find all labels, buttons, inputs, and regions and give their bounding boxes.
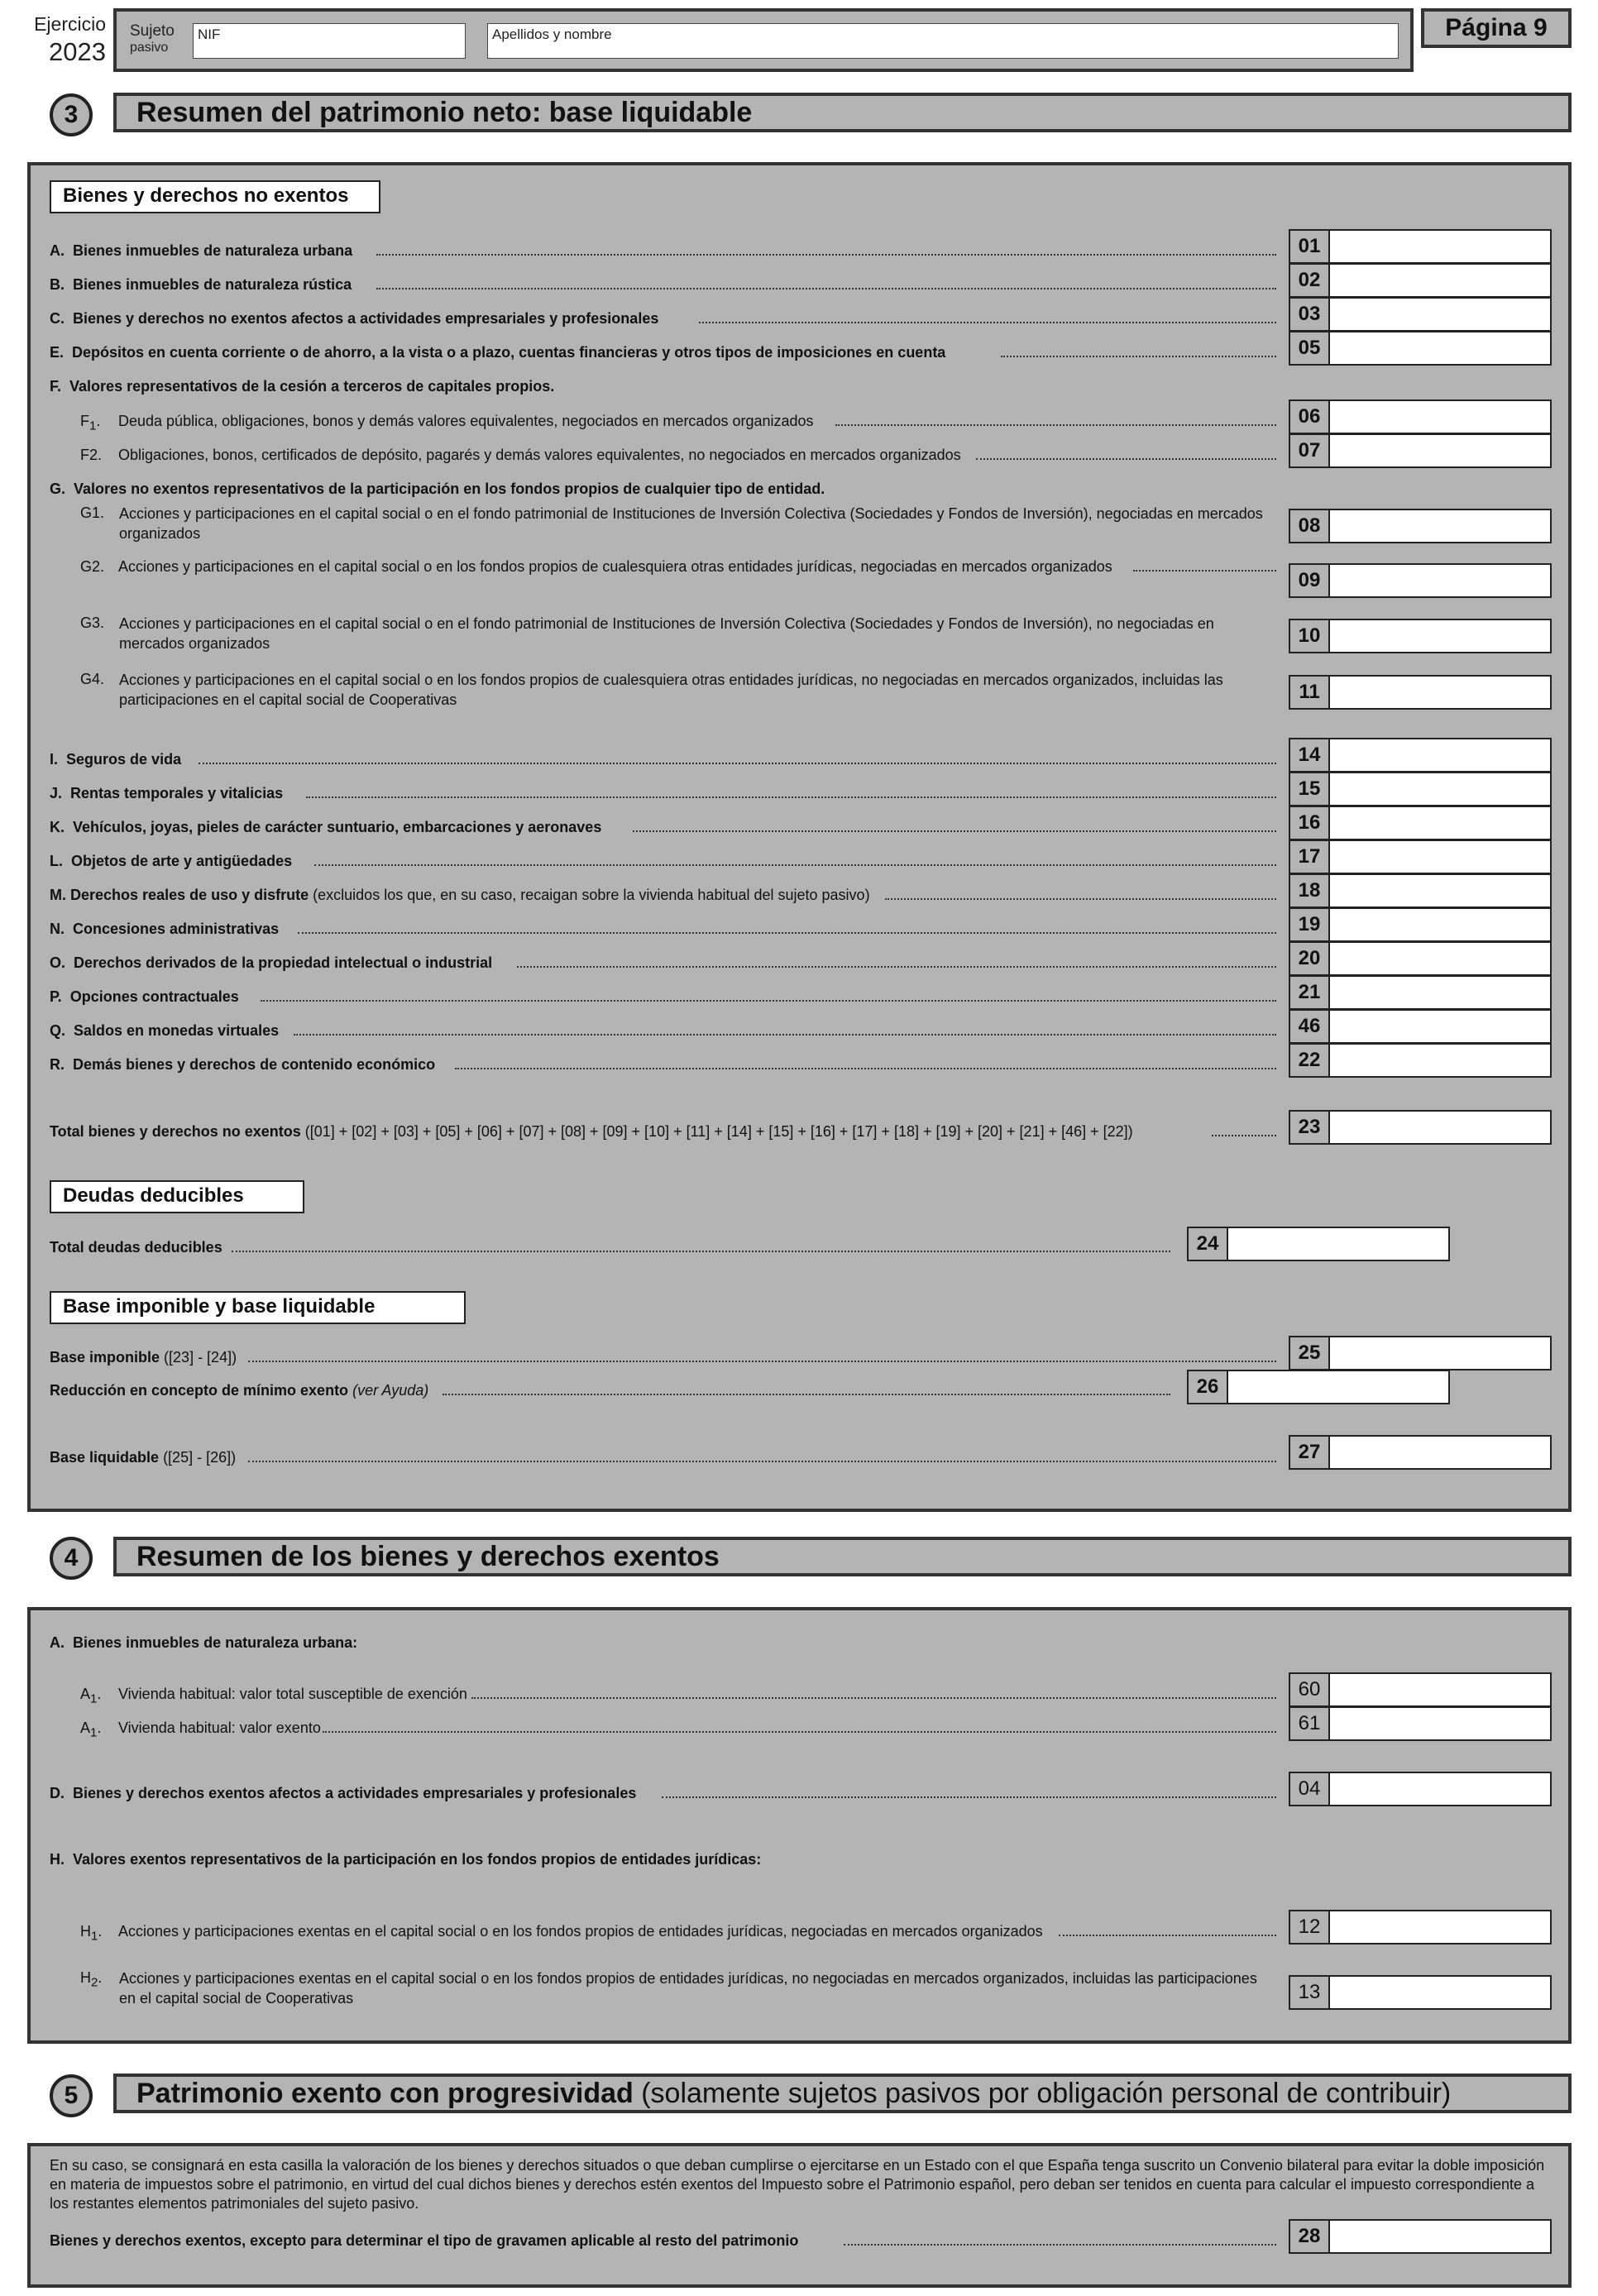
sujeto-label: Sujeto	[130, 22, 175, 40]
row-text: Demás bienes y derechos de contenido económico	[73, 1056, 436, 1073]
box-value[interactable]	[1328, 806, 1552, 840]
section-5-title-note: (solamente sujetos pasivos por obligación personal de contribuir)	[641, 2078, 1452, 2109]
box-value[interactable]	[1328, 1336, 1552, 1370]
sujeto-pasivo-box	[113, 8, 1414, 72]
row-text: Vehículos, joyas, pieles de carácter suntuario, embarcaciones y aeronaves	[73, 819, 602, 835]
total-bienes-row	[50, 1122, 1133, 1141]
box-value[interactable]	[1328, 941, 1552, 976]
row-text: Valores exentos representativos de la participación en los fondos propios de entidades jurídicas:	[73, 1851, 762, 1868]
base-imponible-row	[50, 1348, 237, 1366]
s3-row-15	[50, 852, 292, 870]
box-value[interactable]	[1328, 619, 1552, 653]
s3-row-16	[50, 886, 870, 904]
box-code: 10	[1289, 619, 1330, 653]
section-4-title: Resumen de los bienes y derechos exentos	[113, 1537, 1572, 1576]
box-value[interactable]	[1328, 297, 1552, 332]
box-value[interactable]	[1328, 975, 1552, 1010]
box-value[interactable]	[1328, 433, 1552, 468]
box-value[interactable]	[1328, 1910, 1552, 1944]
ejercicio-label: Ejercicio	[34, 13, 106, 35]
row-letter: K.	[50, 819, 65, 835]
box-value[interactable]	[1328, 772, 1552, 806]
row-text: Rentas temporales y vitalicias	[70, 785, 284, 801]
row-text: Deuda pública, obligaciones, bonos y demás valores equivalentes, negociados en mercados organizados	[118, 413, 814, 429]
row-letter: L.	[50, 853, 63, 869]
dot-leader	[1001, 356, 1276, 357]
deudas-heading: Deudas deducibles	[50, 1180, 304, 1213]
box-value[interactable]	[1227, 1370, 1450, 1404]
box-value[interactable]	[1328, 2219, 1552, 2254]
dot-leader	[314, 864, 1276, 866]
row-letter: D.	[50, 1785, 65, 1801]
box-code: 18	[1289, 873, 1330, 908]
row-subscript: 1	[91, 1929, 98, 1944]
ejercicio-block	[33, 12, 106, 65]
box-code: 13	[1289, 1975, 1330, 2010]
box-code: 61	[1289, 1706, 1330, 1741]
box-code: 03	[1289, 297, 1330, 332]
row-note: (excluidos los que, en su caso, recaigan sobre la vivienda habitual del sujeto pasivo)	[313, 887, 870, 903]
ejercicio-year: 2023	[49, 37, 106, 66]
row-subscript: 1	[90, 1725, 98, 1740]
box-code: 15	[1289, 772, 1330, 806]
row-letter: E.	[50, 344, 65, 361]
box-value[interactable]	[1328, 738, 1552, 773]
box-value[interactable]	[1328, 675, 1552, 710]
box-value[interactable]	[1227, 1227, 1450, 1261]
reduccion-note: (ver Ayuda)	[352, 1382, 429, 1399]
row-subscript: 1	[89, 419, 97, 433]
dot-leader	[298, 932, 1276, 934]
row-text: Bienes y derechos no exentos afectos a actividades empresariales y profesionales	[73, 310, 659, 327]
row-letter: G2.	[80, 558, 105, 575]
box-value[interactable]	[1328, 399, 1552, 434]
box-code: 05	[1289, 331, 1330, 366]
dot-leader	[443, 1394, 1170, 1395]
box-value[interactable]	[1328, 1043, 1552, 1078]
row-letter: O.	[50, 954, 66, 971]
dot-leader	[376, 288, 1276, 289]
s3-row-14	[50, 818, 601, 836]
dot-leader	[699, 322, 1276, 323]
row-text: Acciones y participaciones en el capital social o en el fondo patrimonial de Instituciones de Inversión Colectiva (Sociedades y Fondos de Inversión), negociadas en mercados organizados	[119, 505, 1263, 542]
dot-leader	[232, 1251, 1170, 1252]
box-code: 20	[1289, 941, 1330, 976]
row-text: Saldos en monedas virtuales	[74, 1022, 280, 1039]
row-subscript: 1	[90, 1691, 98, 1706]
s4-row-a	[50, 1634, 357, 1652]
s3-row-1	[50, 275, 352, 294]
row-letter: H.	[50, 1851, 65, 1868]
s4-row-d	[50, 1784, 636, 1802]
dot-leader	[199, 763, 1276, 764]
page-number: Página 9	[1421, 8, 1572, 48]
base-heading: Base imponible y base liquidable	[50, 1291, 466, 1324]
row-letter: F.	[50, 378, 62, 395]
box-code: 22	[1289, 1043, 1330, 1078]
box-code: 09	[1289, 563, 1330, 598]
box-value[interactable]	[1328, 907, 1552, 942]
box-code: 26	[1187, 1370, 1228, 1404]
row-text: Objetos de arte y antigüedades	[71, 853, 293, 869]
base-liquidable-row	[50, 1448, 236, 1466]
base-liquidable-label: Base liquidable	[50, 1449, 160, 1466]
row-subscript: 2	[91, 1975, 98, 1990]
box-value[interactable]	[1328, 839, 1552, 874]
row-letter: G1.	[80, 505, 105, 521]
box-value[interactable]	[1328, 1110, 1552, 1145]
row-letter: B.	[50, 276, 65, 293]
base-imponible-formula: ([23] - [24])	[164, 1349, 237, 1366]
bienes-heading: Bienes y derechos no exentos	[50, 180, 380, 213]
row-text: Derechos derivados de la propiedad intelectual o industrial	[74, 954, 493, 971]
section-5-paragraph: En su caso, se consignará en esta casilla la valoración de los bienes y derechos situados o que deban cumplirse o ejercitarse en un Estado con el que España tenga suscrito un Convenio bilateral para evitar la doble imposición en materia de impuestos sobre el patrimonio, en virtud del cual dichos bienes y derechos estén exentos del Impuesto sobre el Patrimonio español, pero deban ser tenidos en cuenta para calcular el impuesto correspondiente a los restantes elementos patrimoniales del sujeto pasivo.	[50, 2157, 1545, 2212]
row-text: Bienes inmuebles de naturaleza rústica	[73, 276, 352, 293]
box-code: 02	[1289, 263, 1330, 298]
dot-leader	[261, 1000, 1276, 1002]
s3-row-3	[50, 343, 945, 361]
reduccion-row	[50, 1381, 428, 1399]
s3-row-2	[50, 309, 658, 328]
s3-row-18	[50, 954, 492, 972]
dot-leader	[294, 1034, 1276, 1036]
s3-row-13	[50, 784, 283, 802]
dot-leader	[1059, 1935, 1276, 1936]
dot-leader	[976, 458, 1276, 460]
total-bienes-formula: ([01] + [02] + [03] + [05] + [06] + [07] + [08] + [09] + [10] + [11] + [14] + [15] + [16] + [17] + [18] + [19] + [20] + [21] + [46] + [22])	[304, 1123, 1133, 1140]
row-text: Bienes inmuebles de naturaleza urbana	[73, 242, 353, 259]
section-5-title-bold: Patrimonio exento con progresividad	[136, 2078, 634, 2109]
reduccion-label: Reducción en concepto de mínimo exento	[50, 1382, 349, 1399]
box-value[interactable]	[1328, 563, 1552, 598]
row-letter: H	[80, 1923, 91, 1940]
s3-row-0	[50, 242, 352, 260]
box-value[interactable]	[1328, 1672, 1552, 1707]
box-value[interactable]	[1328, 263, 1552, 298]
row-text: Opciones contractuales	[69, 988, 239, 1005]
s3-row-20	[50, 1021, 279, 1040]
row-text: Valores representativos de la cesión a terceros de capitales propios.	[69, 378, 555, 395]
total-bienes-label: Total bienes y derechos no exentos	[50, 1123, 301, 1140]
nif-field[interactable]	[193, 23, 466, 59]
box-code: 11	[1289, 675, 1330, 710]
section-3-title: Resumen del patrimonio neto: base liquidable	[113, 93, 1572, 132]
row-letter: P.	[50, 988, 62, 1005]
row-letter: C.	[50, 310, 65, 327]
s3-row-7	[50, 480, 825, 498]
box-value[interactable]	[1328, 1706, 1552, 1741]
s4-row-h2-text: Acciones y participaciones exentas en el capital social o en los fondos propios de entidades jurídicas, no negociadas en mercados organizados, incluidas las participaciones en el capital social de Cooperativas	[119, 1970, 1257, 2007]
row-letter: G3.	[80, 615, 105, 631]
box-code: 27	[1289, 1435, 1330, 1470]
box-value[interactable]	[1328, 229, 1552, 264]
dot-leader	[662, 1796, 1276, 1798]
row-text: Depósitos en cuenta corriente o de ahorro, a la vista o a plazo, cuentas financieras y otros tipos de imposiciones en cuenta	[72, 344, 946, 361]
box-code: 19	[1289, 907, 1330, 942]
dot-leader	[376, 254, 1276, 256]
box-code: 04	[1289, 1772, 1330, 1806]
s3-row-12	[50, 750, 181, 768]
section-3-number: 3	[50, 93, 93, 136]
s4-row-h	[50, 1850, 761, 1868]
box-value[interactable]	[1328, 331, 1552, 366]
row-text: Bienes y derechos exentos afectos a actividades empresariales y profesionales	[73, 1785, 637, 1801]
row-text: Seguros de vida	[66, 751, 182, 768]
row-text: Valores no exentos representativos de la participación en los fondos propios de cualquier tipo de entidad.	[74, 481, 825, 497]
box-value[interactable]	[1328, 1975, 1552, 2010]
row-letter: M.	[50, 887, 66, 903]
row-text: Concesiones administrativas	[73, 921, 280, 937]
box-code: 12	[1289, 1910, 1330, 1944]
s3-row-17	[50, 920, 279, 938]
row-letter: A.	[50, 242, 65, 259]
dot-leader	[248, 1461, 1276, 1462]
dot-leader	[248, 1361, 1276, 1362]
box-value[interactable]	[1328, 873, 1552, 908]
box-code: 60	[1289, 1672, 1330, 1707]
row-letter: J.	[50, 785, 63, 801]
row-letter: F2.	[80, 447, 103, 463]
row-letter: N.	[50, 921, 65, 937]
row-text: Acciones y participaciones en el capital social o en el fondo patrimonial de Instituciones de Inversión Colectiva (Sociedades y Fondos de Inversión), no negociadas en mercados organizados	[119, 615, 1214, 652]
dot-leader	[885, 898, 1276, 900]
base-liquidable-formula: ([25] - [26])	[163, 1449, 237, 1466]
dot-leader	[455, 1068, 1276, 1069]
box-code: 28	[1289, 2219, 1330, 2254]
box-code: 25	[1289, 1336, 1330, 1370]
dot-leader	[1133, 570, 1276, 572]
total-deudas-label: Total deudas deducibles	[50, 1239, 222, 1256]
s3-row-21	[50, 1055, 435, 1074]
pasivo-label: pasivo	[130, 41, 169, 55]
dot-leader	[323, 1731, 1276, 1733]
dot-leader	[1212, 1135, 1276, 1136]
box-code: 06	[1289, 399, 1330, 434]
row-letter: Q.	[50, 1022, 66, 1039]
box-code: 16	[1289, 806, 1330, 840]
row-text: Obligaciones, bonos, certificados de depósito, pagarés y demás valores equivalentes, no negociados en mercados organizados	[118, 447, 961, 463]
box-code: 07	[1289, 433, 1330, 468]
row-text: Vivienda habitual: valor total susceptible de exención	[118, 1686, 467, 1702]
dot-leader	[844, 2244, 1276, 2246]
section-4-number: 4	[50, 1537, 93, 1580]
box-value[interactable]	[1328, 1009, 1552, 1044]
s3-row-4	[50, 377, 554, 395]
box-code: 08	[1289, 509, 1330, 543]
row-letter: R.	[50, 1056, 65, 1073]
row-letter: A	[80, 1720, 91, 1736]
section-5-number: 5	[50, 2074, 93, 2117]
row-letter: G4.	[80, 671, 105, 687]
box-value[interactable]	[1328, 1772, 1552, 1806]
box-code: 23	[1289, 1110, 1330, 1145]
row-text: Acciones y participaciones en el capital social o en los fondos propios de cualesquiera otras entidades jurídicas, no negociadas en mercados organizados, incluidas las participaciones en el capital social de Cooperativas	[119, 672, 1223, 708]
row-letter: H	[80, 1969, 91, 1986]
row-text: Acciones y participaciones exentas en el capital social o en los fondos propios de entidades jurídicas, negociadas en mercados organizados	[118, 1923, 1043, 1940]
nif-label: NIF	[198, 26, 221, 42]
row-letter: A	[80, 1686, 91, 1702]
box-code: 01	[1289, 229, 1330, 264]
row-text: Bienes inmuebles de naturaleza urbana:	[73, 1634, 358, 1651]
row-text: Acciones y participaciones en el capital social o en los fondos propios de cualesquiera otras entidades jurídicas, negociadas en mercados organizados	[118, 558, 1112, 575]
base-imponible-label: Base imponible	[50, 1349, 160, 1366]
box-value[interactable]	[1328, 1435, 1552, 1470]
s3-row-19	[50, 988, 239, 1006]
row-letter: A.	[50, 1634, 65, 1651]
section-5-title	[113, 2074, 1572, 2113]
box-value[interactable]	[1328, 509, 1552, 543]
row-letter: F	[80, 413, 89, 429]
box-code: 46	[1289, 1009, 1330, 1044]
nombre-label: Apellidos y nombre	[492, 26, 612, 42]
dot-leader	[633, 830, 1276, 832]
row-letter: G.	[50, 481, 66, 497]
dot-leader	[835, 424, 1276, 426]
dot-leader	[306, 796, 1276, 798]
sujeto-pasivo-label	[130, 23, 175, 56]
s5-row-text: Bienes y derechos exentos, excepto para determinar el tipo de gravamen aplicable al resto del patrimonio	[50, 2232, 799, 2249]
box-code: 14	[1289, 738, 1330, 773]
dot-leader	[517, 966, 1276, 968]
row-letter: I.	[50, 751, 59, 768]
box-code: 21	[1289, 975, 1330, 1010]
row-text: Vivienda habitual: valor exento	[118, 1720, 321, 1736]
box-code: 17	[1289, 839, 1330, 874]
box-code: 24	[1187, 1227, 1228, 1261]
row-text: Derechos reales de uso y disfrute	[70, 887, 309, 903]
nombre-field[interactable]	[487, 23, 1399, 59]
dot-leader	[471, 1697, 1276, 1699]
